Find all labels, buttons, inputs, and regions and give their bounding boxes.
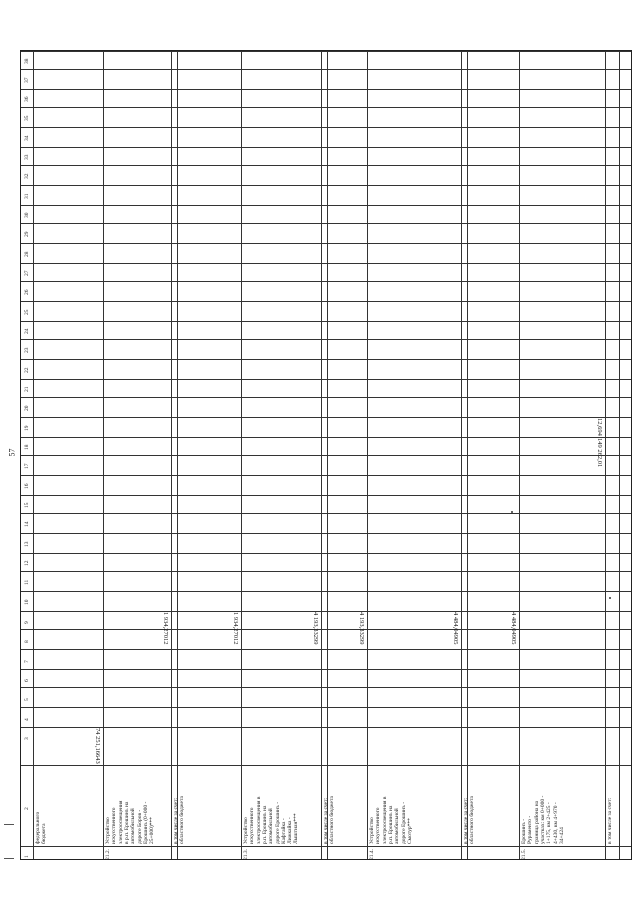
table-rule xyxy=(21,185,631,186)
table-rule xyxy=(21,455,631,456)
column-number: 2 xyxy=(24,806,30,810)
table-rule xyxy=(21,513,631,514)
column-number: 6 xyxy=(24,679,30,682)
row-name-line: областного бюджета xyxy=(329,796,335,844)
cell-value-col-3: 74 251,16643 xyxy=(94,728,101,764)
margin-mark xyxy=(4,858,14,859)
row-name-line: в том числе за счет: xyxy=(173,798,179,844)
table-rule xyxy=(21,437,631,438)
table-divider xyxy=(241,51,242,859)
column-number: 9 xyxy=(24,621,30,624)
column-number: 21 xyxy=(24,386,30,392)
row-name-line: участках: км 0+000 - xyxy=(539,795,546,844)
row-name-line: областного бюджета xyxy=(179,796,185,844)
table-divider xyxy=(171,51,172,859)
column-number: 22 xyxy=(24,367,30,373)
table-rule xyxy=(21,147,631,148)
row-name-line: Ерошинъ - xyxy=(521,818,527,844)
column-number: 35 xyxy=(24,115,30,121)
cell-value-col-19: 12,694 xyxy=(596,418,603,436)
table-divider xyxy=(605,51,606,859)
row-name-line: р.п. Ерошинъ на xyxy=(261,805,268,844)
row-name-line: дороге Ерошинъ - xyxy=(400,801,407,844)
row-name-line: областного бюджета xyxy=(469,796,475,844)
row-name-line: искусственного xyxy=(249,807,256,844)
table-rule xyxy=(21,611,631,612)
column-number: 27 xyxy=(24,270,30,276)
table-divider xyxy=(461,51,462,859)
row-name-line: в том числе за счет: xyxy=(463,798,469,844)
table-rule xyxy=(21,359,631,360)
table-rule xyxy=(21,89,631,90)
column-number: 14 xyxy=(24,521,30,527)
row-name-line: электроосвещения в xyxy=(381,796,388,844)
row-name-line: в том числе за счет: xyxy=(607,798,613,844)
table-rule xyxy=(21,397,631,398)
cell-value-col-9: 4 484,04905 xyxy=(452,612,459,645)
table-rule xyxy=(21,263,631,264)
table-rule xyxy=(21,687,631,688)
column-number: 29 xyxy=(24,231,30,237)
column-number: 20 xyxy=(24,405,30,411)
table-rule xyxy=(21,475,631,476)
row-name-line: электроосвещения xyxy=(117,800,124,844)
table-rule xyxy=(21,301,631,302)
column-number: 28 xyxy=(24,251,30,257)
row-name-line: в том числе за счет: xyxy=(323,798,329,844)
table-rule xyxy=(21,107,631,108)
row-name-line: 34+424 xyxy=(558,827,565,844)
row-number: 21.5. xyxy=(521,849,527,860)
row-name-line: автомобильной xyxy=(394,808,401,844)
table-divider xyxy=(33,51,34,859)
row-name-line: р.п. Ерошинъ на xyxy=(387,805,394,844)
table-rule xyxy=(21,533,631,534)
column-number: 25 xyxy=(24,309,30,315)
row-name-line: Лыштиан*** xyxy=(293,813,300,844)
table-divider xyxy=(367,51,368,859)
row-name-line: искусственного xyxy=(375,807,382,844)
column-number: 17 xyxy=(24,463,30,469)
row-name-line: 4+430, км 4+970 - xyxy=(552,802,559,844)
row-name-line: Кафтайка - xyxy=(280,818,287,844)
table-divider xyxy=(619,51,620,859)
row-number: 21.3. xyxy=(243,849,249,860)
column-number: 11 xyxy=(24,579,30,585)
row-name-line: Смотур*** xyxy=(406,818,413,844)
row-name-line: Рураменто - xyxy=(527,815,534,844)
page-number: 57 xyxy=(7,448,17,457)
row-name-line: дороге Боров - xyxy=(136,809,143,844)
table-rule xyxy=(21,223,631,224)
table-rule xyxy=(21,339,631,340)
row-name-line: граница района на xyxy=(533,800,540,844)
table-rule xyxy=(21,846,631,847)
column-number: 24 xyxy=(24,328,30,334)
row-name-line: дороге Ерошинъ - xyxy=(274,801,281,844)
cell-value-col-18: 149 262,01 xyxy=(596,438,603,468)
cell-value-col-9: 4 484,04905 xyxy=(510,612,517,645)
column-number: 1 xyxy=(24,854,30,858)
row-name-line: 25+000)*** xyxy=(149,817,156,844)
column-number: 19 xyxy=(24,425,30,431)
cell-value-col-9: 1 934,27012 xyxy=(162,612,169,645)
row-name-line: бюджета xyxy=(41,823,48,844)
row-name-line: Устройство xyxy=(105,817,111,844)
table-divider xyxy=(327,51,328,859)
cell-value-col-9: 4 193,33299 xyxy=(358,612,365,645)
table-rule xyxy=(21,127,631,128)
scan-speck xyxy=(609,597,611,599)
margin-mark xyxy=(4,824,14,825)
table-divider xyxy=(467,51,468,859)
cell-value-col-9: 1 934,27012 xyxy=(232,612,239,645)
row-number: 21.2. xyxy=(105,849,111,860)
row-name-line: Устройство xyxy=(369,817,375,844)
column-number: 32 xyxy=(24,173,30,179)
table-rule xyxy=(21,205,631,206)
row-name-line: Ерошинъ (0+000 - xyxy=(142,801,149,844)
table-divider xyxy=(177,51,178,859)
column-number: 4 xyxy=(24,718,30,721)
column-number: 7 xyxy=(24,660,30,663)
column-number: 37 xyxy=(24,77,30,83)
row-name-line: 1+175, км 2+425 - xyxy=(546,802,553,844)
table-rule xyxy=(21,629,631,630)
table-rule xyxy=(21,553,631,554)
table-divider xyxy=(321,51,322,859)
table-rule xyxy=(21,571,631,572)
column-number: 36 xyxy=(24,96,30,102)
row-name-line: в р.п. Ерошинъ на xyxy=(123,801,130,844)
column-number: 13 xyxy=(24,541,30,547)
table-rule xyxy=(21,69,631,70)
row-name-line: электроосвещения в xyxy=(255,796,262,844)
column-number: 34 xyxy=(24,135,30,141)
rotated-budget-table xyxy=(20,50,632,860)
row-number: 21.4. xyxy=(369,849,375,860)
cell-value-col-9: 4 193,33299 xyxy=(312,612,319,645)
column-number: 3 xyxy=(24,737,30,740)
scan-speck xyxy=(511,511,513,513)
column-number: 33 xyxy=(24,154,30,160)
table-rule xyxy=(21,165,631,166)
table-rule xyxy=(21,379,631,380)
table-rule xyxy=(21,281,631,282)
column-number: 23 xyxy=(24,347,30,353)
table-rule xyxy=(21,591,631,592)
column-number: 38 xyxy=(24,58,30,64)
column-number: 31 xyxy=(24,193,30,199)
column-number: 10 xyxy=(24,599,30,605)
row-name-line: автомобильной xyxy=(268,808,275,844)
table-divider xyxy=(103,51,104,859)
table-rule xyxy=(21,707,631,708)
column-number: 30 xyxy=(24,212,30,218)
table-rule xyxy=(21,417,631,418)
table-rule xyxy=(21,321,631,322)
column-number: 8 xyxy=(24,640,30,643)
table-rule xyxy=(21,51,631,52)
table-rule xyxy=(21,649,631,650)
column-number: 16 xyxy=(24,483,30,489)
column-number: 26 xyxy=(24,289,30,295)
table-rule xyxy=(21,495,631,496)
row-name-line: федерального xyxy=(35,811,41,844)
column-number: 15 xyxy=(24,502,30,508)
column-number: 5 xyxy=(24,698,30,701)
table-rule xyxy=(21,669,631,670)
table-divider xyxy=(519,51,520,859)
table-rule xyxy=(21,765,631,766)
row-name-line: Устройство xyxy=(243,817,249,844)
row-name-line: автомобильной xyxy=(130,808,137,844)
column-number: 12 xyxy=(24,560,30,566)
table-rule xyxy=(21,727,631,728)
row-name-line: искусственного xyxy=(111,807,118,844)
column-number: 18 xyxy=(24,444,30,450)
row-name-line: Лижкайка - xyxy=(287,817,294,844)
table-rule xyxy=(21,243,631,244)
